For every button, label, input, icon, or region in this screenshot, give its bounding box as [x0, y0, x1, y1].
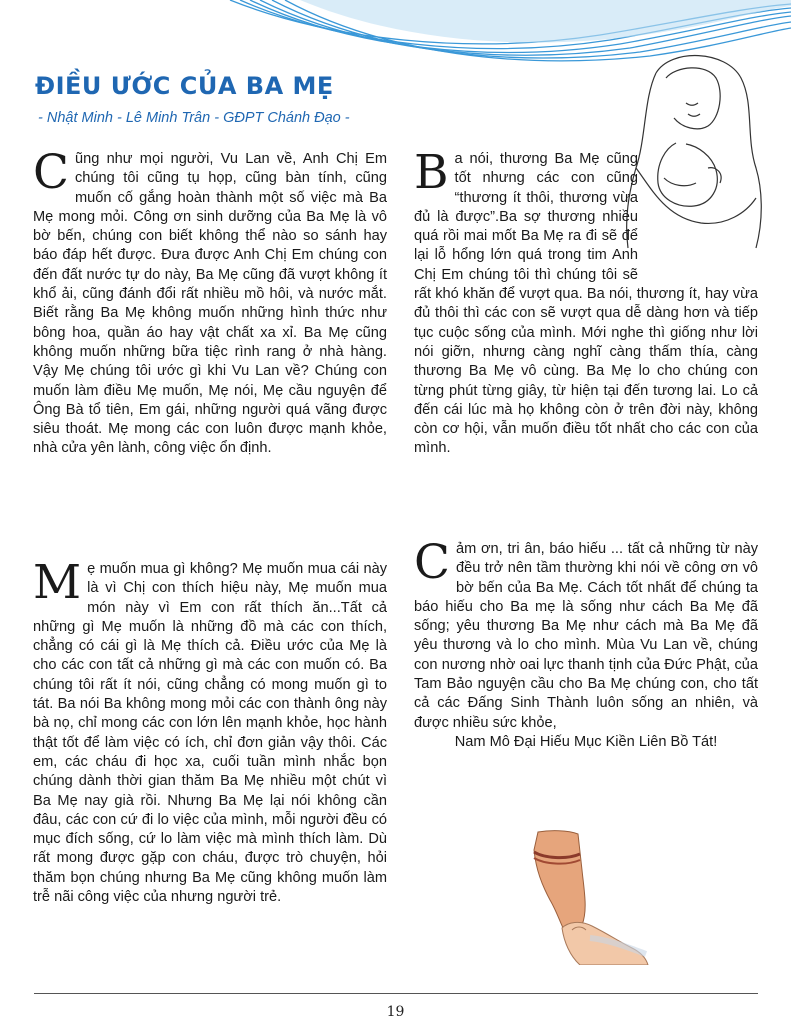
page-number: 19 — [386, 1004, 405, 1020]
paragraph-text: ũng như mọi người, Vu Lan về, Anh Chị Em chúng tôi cũng tụ họp, cũng bàn tính, cũng muốn cố gắng hoàn thành một số việc mà Ba Mẹ mong mỏi. Công ơn sinh dưỡng của Ba Mẹ là vô bờ bến, chúng con biết không thể nào so sánh hay báo đáp hết được. Đưa được Anh Chị Em chúng con đến đất nước tự do này, Ba Mẹ cũng đã vượt không ít khổ ải, cũng đánh đổi rất nhiều mồ hôi, và nước mắt. Biết rằng Ba Mẹ không muốn những hình thức như bông hoa, quần áo hay vật chất xa xỉ. Ba Mẹ cũng không muốn những bữa tiệc rình rang ở nhà hàng. Vậy Mẹ chúng tôi ước gì khi Vu Lan về? Chúng con muốn làm điều Mẹ muốn, Mẹ nói, Mẹ cầu nguyện để Ông Bà tổ tiên, Em gái, những người quá vãng được siêu thoát. Mẹ mong các con luôn được mạnh khỏe, nhà cửa yên lành, công việc ổn định. — [33, 151, 387, 457]
article-column-left-lower — [33, 555, 387, 907]
article-column-right-lower — [414, 535, 758, 752]
paragraph-text: ẹ muốn mua gì không? Mẹ muốn mua cái này là vì Chị con thích hiệu này, Mẹ muốn mua món này vì Em con rất thích ăn...Tất cả những gì Mẹ muốn là những đồ mà các con thích, chẳng có cái gì là Mẹ thích cả. Điều ước của Mẹ là cho các con tất cả những gì mà các con muốn có. Ba chúng tôi rất ít nói, cũng chẳng có mong muốn gì to tát. Ba nói Ba không mong mỏi các con thành ông này bà nọ, chỉ mong các con lớn lên mạnh khỏe, học hành thật tốt để làm việc có ích, chỉ đơn giản vậy thôi. Các em, các cháu đi học xa, cuối tuần mình nhắc bọn chúng dành thời gian thăm Ba Mẹ nhiều một chút vì Ba Mẹ nay già rồi. Nhưng Ba Mẹ lại nói không cần đâu, các con cứ đi lo việc của mình, mỗi người đều có mục đích sống, cứ lo làm việc mà mình thích làm. Dù rất mong được gặp con cháu, được trò chuyện, hỏi thăm bọn chúng nhưng Ba Mẹ cũng không muốn làm trễ nãi công việc của nhưng người trẻ. — [33, 561, 387, 906]
article-column-left — [33, 145, 387, 459]
paragraph-2 — [33, 555, 387, 907]
drop-cap: C — [33, 145, 69, 200]
paragraph-text: a nói, thương Ba Mẹ cũng tốt nhưng các con cũng “thương ít thôi, thương vừa đủ là được”.Ba sợ thương nhiều quá rồi mai mốt Ba Mẹ ra đi sẽ để lại lỗ hổng lớn quá trong tim Anh Chị Em chúng tôi thì chúng tôi sẽ rất khó khăn để vượt qua. Ba nói, thương ít, hay vừa đủ thôi thì các con sẽ vượt qua dễ dàng hơn và tiếp tục cuộc sống của mình. Mới nghe thì giống như lời nói giỡn, nhưng càng nghĩ càng thấm thía, càng thương Ba Mẹ vô cùng. Ba Mẹ lo cho chúng con từng phút từng giây, từ hiện tại đến tương lai. Lo cả đến cái lúc mà họ không còn ở trên đời này, không còn cơ hội, vẫn muốn điều tốt nhất cho các con của mình. — [414, 151, 758, 457]
drop-cap: M — [33, 555, 82, 610]
drop-cap: C — [414, 535, 450, 590]
footer-divider — [34, 993, 758, 994]
article-column-right — [414, 145, 758, 459]
paragraph-text: ảm ơn, tri ân, báo hiếu ... tất cả những từ này đều trở nên tầm thường khi nói về công ơn vô bờ bến của Ba Mẹ. Cách tốt nhất để chúng ta báo hiếu cho Ba mẹ là sống như cách Ba Mẹ đã sống; yêu thương Ba Mẹ như cách mà Ba Mẹ đã yêu thương và lo cho mình. Mùa Vu Lan về, chúng con nương nhờ oai lực thanh tịnh của Đức Phật, của Tam Bảo nguyện cầu cho Ba Mẹ chúng con, cho tất cả các Đấng Sinh Thành luôn sống an nhiên, và được nhiều sức khỏe, — [414, 541, 758, 731]
illustration-space — [638, 150, 758, 268]
paragraph-1 — [33, 145, 387, 459]
drop-cap: B — [414, 145, 449, 200]
paragraph-4 — [414, 535, 758, 733]
closing-prayer: Nam Mô Đại Hiếu Mục Kiền Liên Bồ Tát! — [454, 733, 718, 750]
author-byline: - Nhật Minh - Lê Minh Trân - GĐPT Chánh Đạo - — [38, 110, 350, 126]
holding-hands-illustration — [520, 830, 650, 965]
article-title: ĐIỀU ƯỚC CỦA BA MẸ — [35, 72, 334, 100]
paragraph-3 — [414, 145, 758, 459]
